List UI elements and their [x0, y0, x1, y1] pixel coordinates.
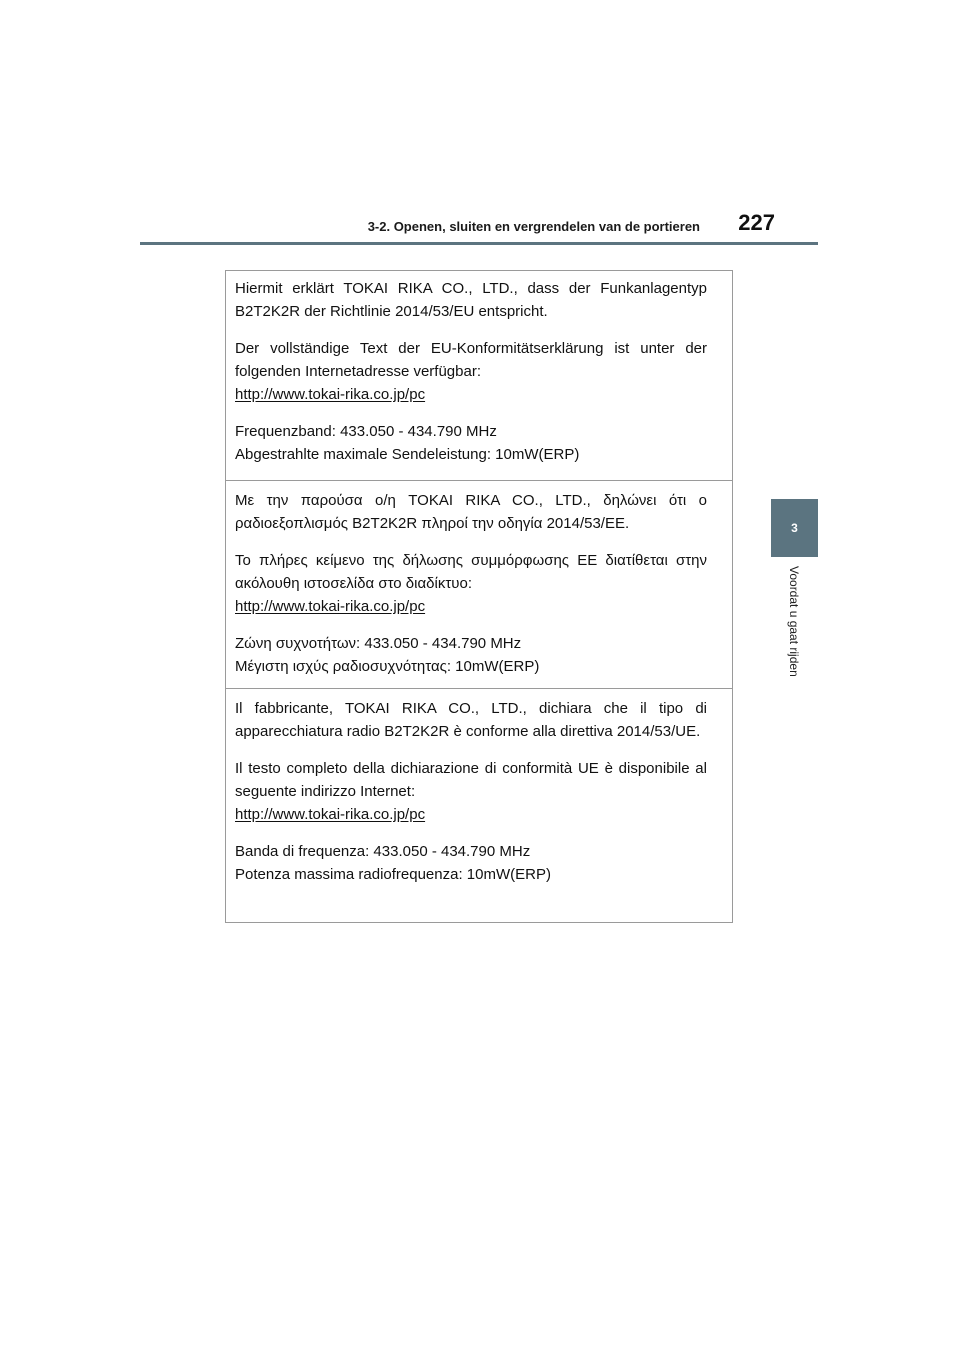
frequency-band: Ζώνη συχνοτήτων: 433.050 - 434.790 MHz — [235, 635, 522, 652]
chapter-number: 3 — [791, 521, 798, 535]
max-power: Μέγιστη ισχύς ραδιοσυχνότητας: 10mW(ERP) — [235, 658, 540, 675]
declaration-italian — [226, 688, 732, 924]
declaration-german — [226, 271, 732, 480]
fulltext-paragraph: Το πλήρες κείμενο της δήλωσης συμμόρφωσης ΕΕ διατίθεται στην ακόλουθη ιστοσελίδα στο διαδίκτυο: — [235, 552, 707, 592]
section-title: 3-2. Openen, sluiten en vergrendelen van de portieren — [367, 219, 700, 234]
max-power: Abgestrahlte maximale Sendeleistung: 10mW(ERP) — [235, 446, 580, 463]
frequency-band: Banda di frequenza: 433.050 - 434.790 MHz — [235, 843, 531, 860]
header-divider — [140, 242, 818, 245]
declaration-box — [225, 270, 733, 923]
chapter-tab — [771, 499, 818, 557]
declaration-url-link[interactable]: http://www.tokai-rika.co.jp/pc — [235, 806, 426, 823]
page-number: 227 — [738, 210, 775, 235]
chapter-title: Voordat u gaat rijden — [787, 566, 801, 677]
statement-paragraph: Hiermit erklärt TOKAI RIKA CO., LTD., dass der Funkanlagentyp B2T2K2R der Richtlinie 2014/53/EU entspricht. — [235, 280, 707, 320]
frequency-band: Frequenzband: 433.050 - 434.790 MHz — [235, 423, 497, 440]
fulltext-paragraph: Der vollständige Text der EU-Konformitätserklärung ist unter der folgenden Internetadresse verfügbar: — [235, 340, 707, 380]
fulltext-paragraph: Il testo completo della dichiarazione di conformità UE è disponibile al seguente indirizzo Internet: — [235, 760, 707, 800]
statement-paragraph: Με την παρούσα ο/η TOKAI RIKA CO., LTD., δηλώνει ότι ο ραδιοεξοπλισμός B2T2K2R πληροί την οδηγία 2014/53/EE. — [235, 492, 707, 532]
max-power: Potenza massima radiofrequenza: 10mW(ERP) — [235, 866, 551, 883]
declaration-greek — [226, 480, 732, 688]
declaration-url-link[interactable]: http://www.tokai-rika.co.jp/pc — [235, 386, 426, 403]
statement-paragraph: Il fabbricante, TOKAI RIKA CO., LTD., dichiara che il tipo di apparecchiatura radio B2T2K2R è conforme alla direttiva 2014/53/UE. — [235, 700, 707, 740]
declaration-url-link[interactable]: http://www.tokai-rika.co.jp/pc — [235, 598, 426, 615]
